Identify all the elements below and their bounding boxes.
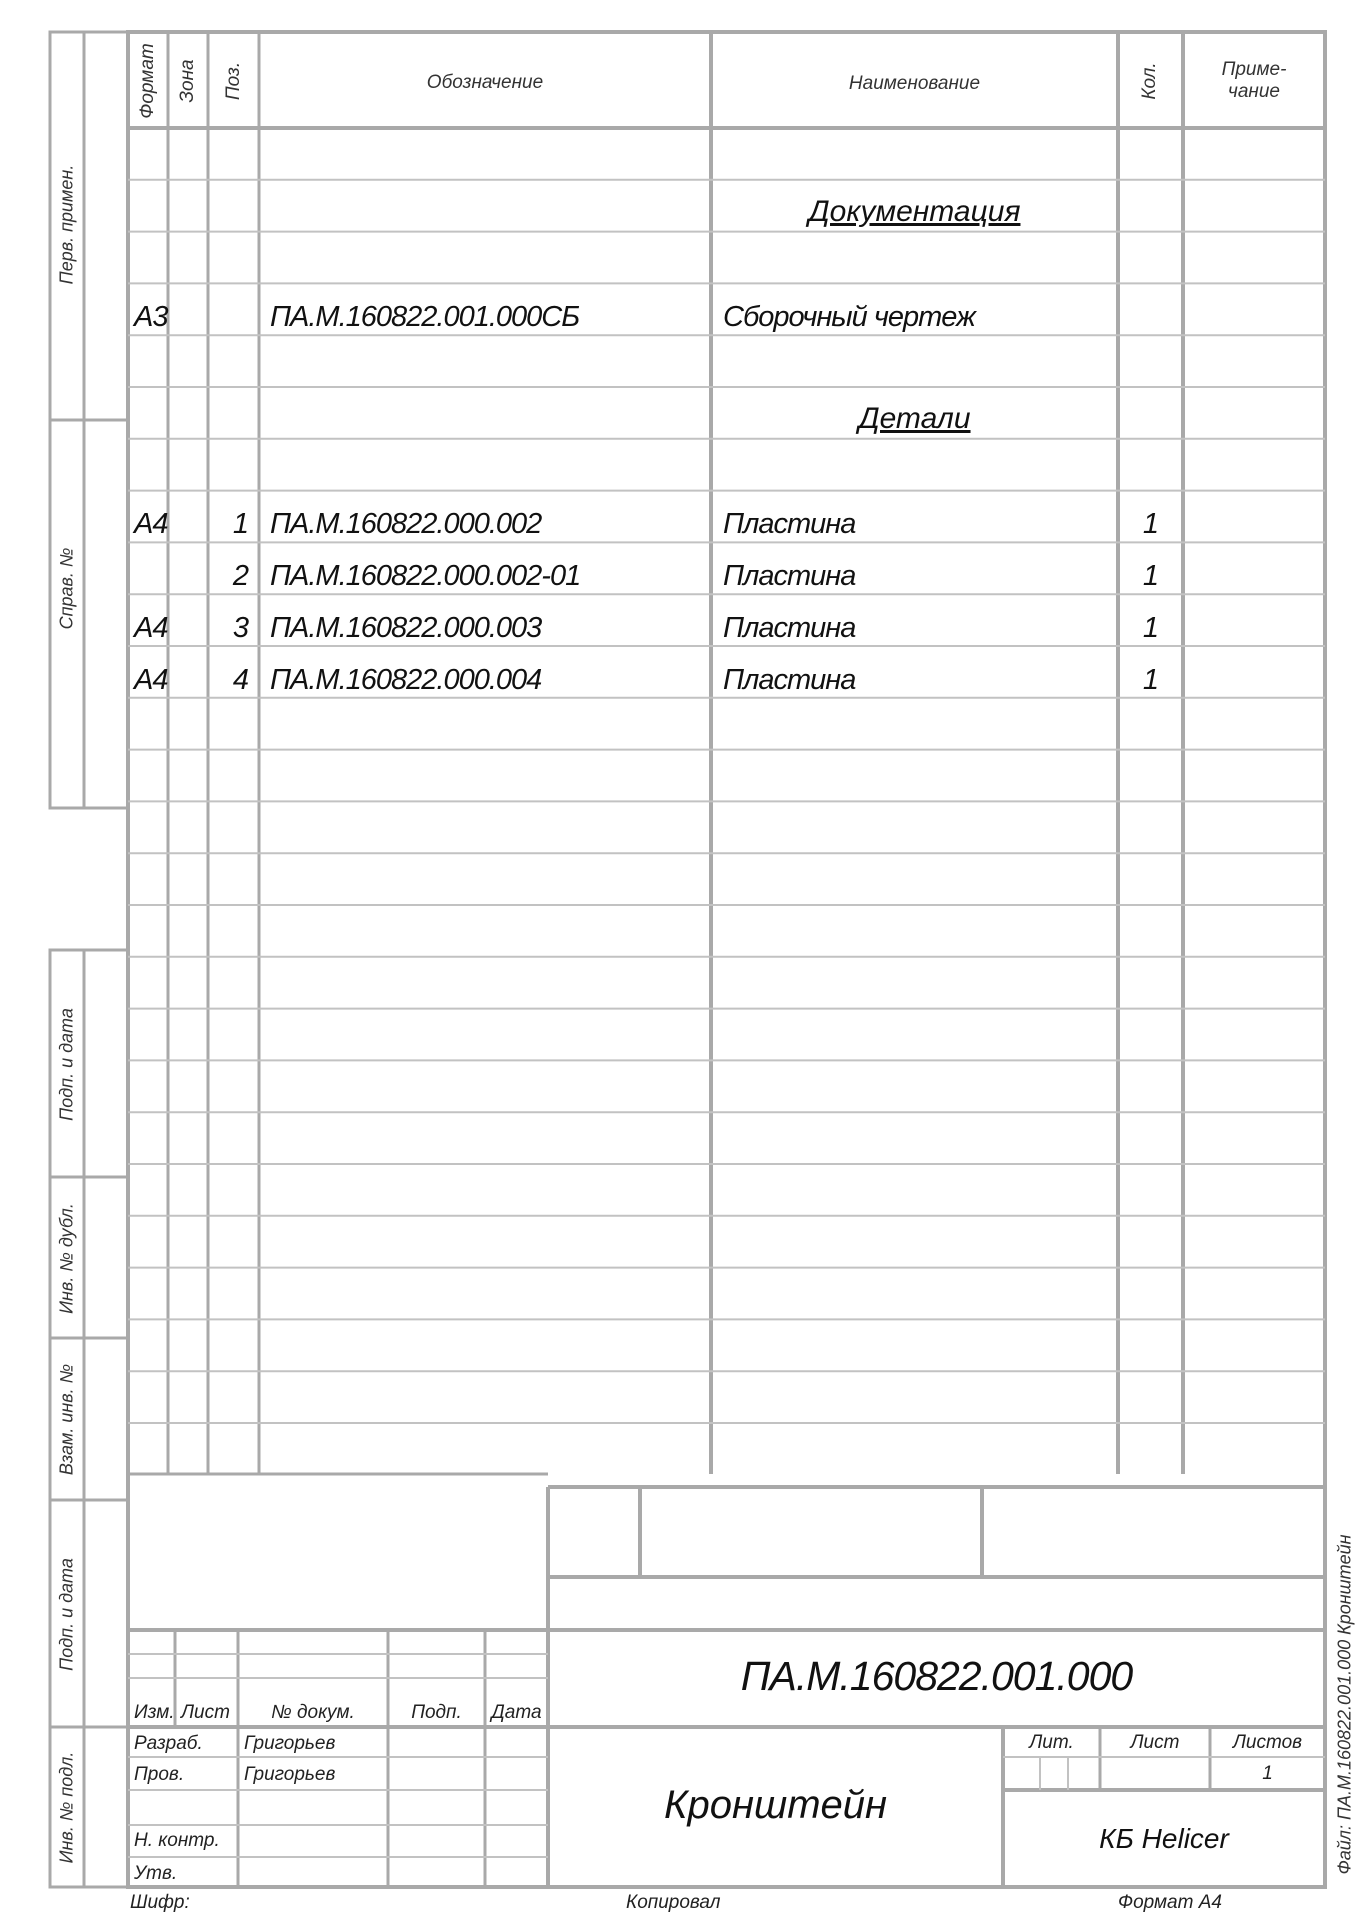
row-qty: 1: [1142, 508, 1159, 540]
row-format: А4: [134, 612, 168, 644]
row-qty: 1: [1142, 664, 1159, 696]
row-poz: 2: [232, 560, 248, 592]
row-qty: 1: [1142, 560, 1159, 592]
tb-razrab-name: Григорьев: [244, 1733, 336, 1754]
tb-razrab-label: Разраб.: [134, 1733, 203, 1754]
row-name: Пластина: [723, 560, 856, 592]
row-qty: 1: [1142, 612, 1159, 644]
footer-shifr: Шифр:: [130, 1892, 190, 1913]
row-name: Пластина: [723, 508, 856, 540]
tb-organization: КБ Helicer: [1099, 1823, 1229, 1854]
header-zona: Зона: [177, 59, 198, 103]
tb-lit: Лит.: [1029, 1732, 1074, 1753]
row-poz: 4: [232, 664, 248, 696]
tb-listov-value: 1: [1262, 1763, 1273, 1784]
row-poz: 3: [232, 612, 248, 644]
tb-product-name: Кронштейн: [663, 1783, 888, 1827]
vzam-inv-label: Взам. инв. №: [56, 1363, 77, 1476]
row-designation: ПА.М.160822.000.002-01: [270, 560, 581, 592]
header-poz: Поз.: [223, 61, 244, 101]
row-name: Сборочный чертеж: [723, 301, 976, 333]
row-designation: ПА.М.160822.000.002: [270, 508, 542, 540]
footer-format: Формат А4: [1118, 1892, 1222, 1913]
tb-utv-label: Утв.: [134, 1863, 178, 1884]
tb-list: Лист: [181, 1702, 230, 1723]
section-documentation: Документация: [808, 195, 1021, 228]
podp-data-label-2: Подп. и дата: [56, 1558, 77, 1671]
row-designation: ПА.М.160822.000.003: [270, 612, 542, 644]
row-format: А4: [134, 664, 168, 696]
header-kol: Кол.: [1139, 62, 1160, 100]
header-oboznachenie: Обозначение: [426, 72, 544, 93]
tb-n-kontr-label: Н. контр.: [134, 1830, 220, 1851]
header-format: Формат: [137, 43, 158, 119]
sprav-no-label: Справ. №: [56, 547, 77, 630]
header-primechanie-2: чание: [1228, 81, 1280, 102]
tb-document-number: ПА.М.160822.001.000: [740, 1653, 1133, 1699]
inv-dubl-label: Инв. № дубл.: [56, 1203, 77, 1314]
row-name: Пластина: [723, 612, 856, 644]
inv-podl-label: Инв. № подл.: [56, 1751, 77, 1864]
header-naimenovanie: Наименование: [848, 73, 981, 94]
tb-izm: Изм.: [134, 1702, 175, 1723]
row-designation: ПА.М.160822.001.000СБ: [270, 301, 580, 333]
row-designation: ПА.М.160822.000.004: [270, 664, 542, 696]
row-format: А3: [134, 301, 168, 333]
tb-list-header: Лист: [1130, 1732, 1180, 1753]
podp-data-label-1: Подп. и дата: [56, 1008, 77, 1121]
tb-prov-name: Григорьев: [244, 1764, 336, 1785]
row-poz: 1: [232, 508, 248, 540]
header-primechanie-1: Приме-: [1221, 59, 1287, 80]
tb-data: Дата: [491, 1702, 542, 1723]
row-format: А4: [134, 508, 168, 540]
tb-podp: Подп.: [411, 1702, 462, 1723]
tb-prov-label: Пров.: [134, 1764, 185, 1785]
tb-listov: Листов: [1232, 1732, 1303, 1753]
row-name: Пластина: [723, 664, 856, 696]
perv-primen-label: Перв. примен.: [56, 164, 77, 285]
tb-no-dokum: № докум.: [271, 1702, 355, 1723]
footer-kopiroval: Копировал: [626, 1892, 721, 1913]
file-note: Файл: ПА.М.160822.001.000 Кронштейн: [1334, 1534, 1355, 1875]
section-details: Детали: [858, 402, 971, 435]
